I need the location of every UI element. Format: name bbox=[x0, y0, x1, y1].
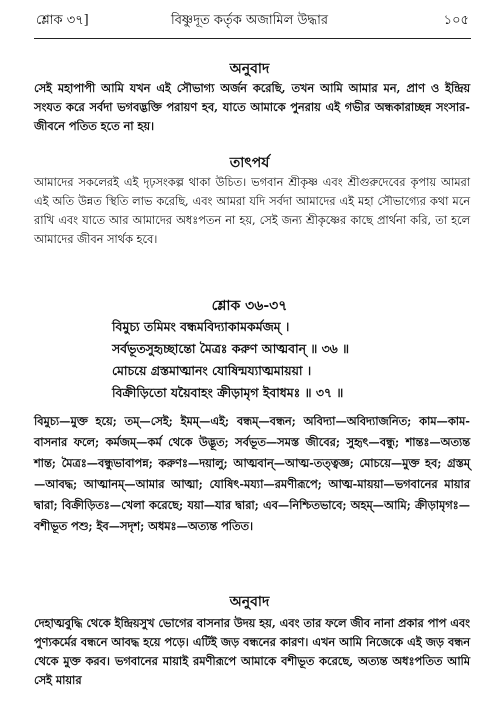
purport-heading: তাৎপর্য bbox=[229, 155, 270, 171]
verse-heading: শ্লোক ৩৬-৩৭ bbox=[211, 298, 288, 314]
header-divider bbox=[34, 38, 471, 39]
header-page-number: ১০৫ bbox=[443, 13, 469, 28]
translation-heading-2: অনুবাদ bbox=[229, 594, 270, 610]
verse-line: বিক্রীড়িতো যয়ৈবাহং ক্রীড়ামৃগ ইবাধমঃ ॥ ৩৭ ॥ bbox=[112, 385, 344, 400]
header-chapter-title: বিষ্ণুদূত কর্তৃক অজামিল উদ্ধার bbox=[170, 13, 329, 28]
word-synonyms: বিমুচ্য—মুক্ত হয়ে; তম্—সেই; ইমম্—এই; বন্ধম্—বন্ধন; অবিদ্যা—অবিদ্যাজনিত; কাম—কাম-বাসনার ফলে; কর্মজম্—কর্ম থেকে উদ্ভূত; সর্বভূত—সমস্ত জীবের; সুহৃৎ—বন্ধু; শান্তঃ—অত্যন্ত শান্ত; মৈত্রঃ—বন্ধুভাবাপন্ন; করুণঃ—দয়ালু; আত্মবান্—আত্ম-তত্ত্বজ্ঞ; মোচয়ে—মুক্ত হব; গ্রস্তম্—আবদ্ধ; আত্মানম্—আমার আত্মা; যোষিৎ-ময্যা—রমণীরূপে; আত্ম-মায়য়া—ভগবানের মায়ার দ্বারা; বিক্রীড়িতঃ—খেলা করেছে; যয়া—যার দ্বারা; এব—নিশ্চিতভাবে; অহম্—আমি; ক্রীড়ামৃগঃ—বশীভূত পশু; ইব—সদৃশ; অধমঃ—অত্যন্ত পতিত। bbox=[34, 414, 470, 533]
translation-text-2: দেহাত্মবুদ্ধি থেকে ইন্দ্রিয়সুখ ভোগের বাসনার উদয় হয়, এবং তার ফলে জীব নানা প্রকার পাপ এবং পুণ্যকর্মের বন্ধনে আবদ্ধ হয়ে পড়ে। এটিই জড় বন্ধনের কারণ। এখন আমি নিজেকে এই জড় বন্ধন থেকে মুক্ত করব। ভগবানের মায়াই রমণীরূপে আমাকে বশীভূত করেছে, অত্যন্ত অধঃপতিত আমি সেই মায়ার bbox=[34, 616, 470, 687]
header-verse-ref: শ্লোক ৩৭] bbox=[36, 13, 89, 28]
sanskrit-verse bbox=[112, 316, 472, 404]
page-header bbox=[0, 0, 499, 46]
verse-line: মোচয়ে গ্রস্তমাত্মানং যোষিন্ময্যাত্মমায়য়া । bbox=[112, 363, 312, 378]
translation-text: সেই মহাপাপী আমি যখন এই সৌভাগ্য অর্জন করেছি, তখন আমি আমার মন, প্রাণ ও ইন্দ্রিয় সংযত করে সর্বদা ভগবদ্ভক্তি পরায়ণ হব, যাতে আমাকে পুনরায় এই গভীর অন্ধকারাচ্ছন্ন সংসার-জীবনে পতিত হতে না হয়। bbox=[34, 81, 470, 133]
purport-text: আমাদের সকলেরই এই দৃঢ়সংকল্প থাকা উচিত। ভগবান শ্রীকৃষ্ণ এবং শ্রীগুরুদেবের কৃপায় আমরা এই অতি উন্নত স্থিতি লাভ করেছি, এবং আমরা যদি সর্বদা আমাদের এই মহা সৌভাগ্যের কথা মনে রাখি এবং যাতে আর আমাদের অধঃপতন না হয়, সেই জন্য শ্রীকৃষ্ণের কাছে প্রার্থনা করি, তা হলে আমাদের জীবন সার্থক হবে। bbox=[34, 176, 470, 246]
verse-line: বিমুচ্য তমিমং বন্ধমবিদ্যাকামকর্মজম্ । bbox=[112, 319, 290, 334]
translation-heading: অনুবাদ bbox=[229, 61, 270, 77]
verse-line: সর্বভূতসুহৃচ্ছান্তো মৈত্রঃ করুণ আত্মবান্ ॥ ৩৬ ॥ bbox=[112, 341, 350, 356]
